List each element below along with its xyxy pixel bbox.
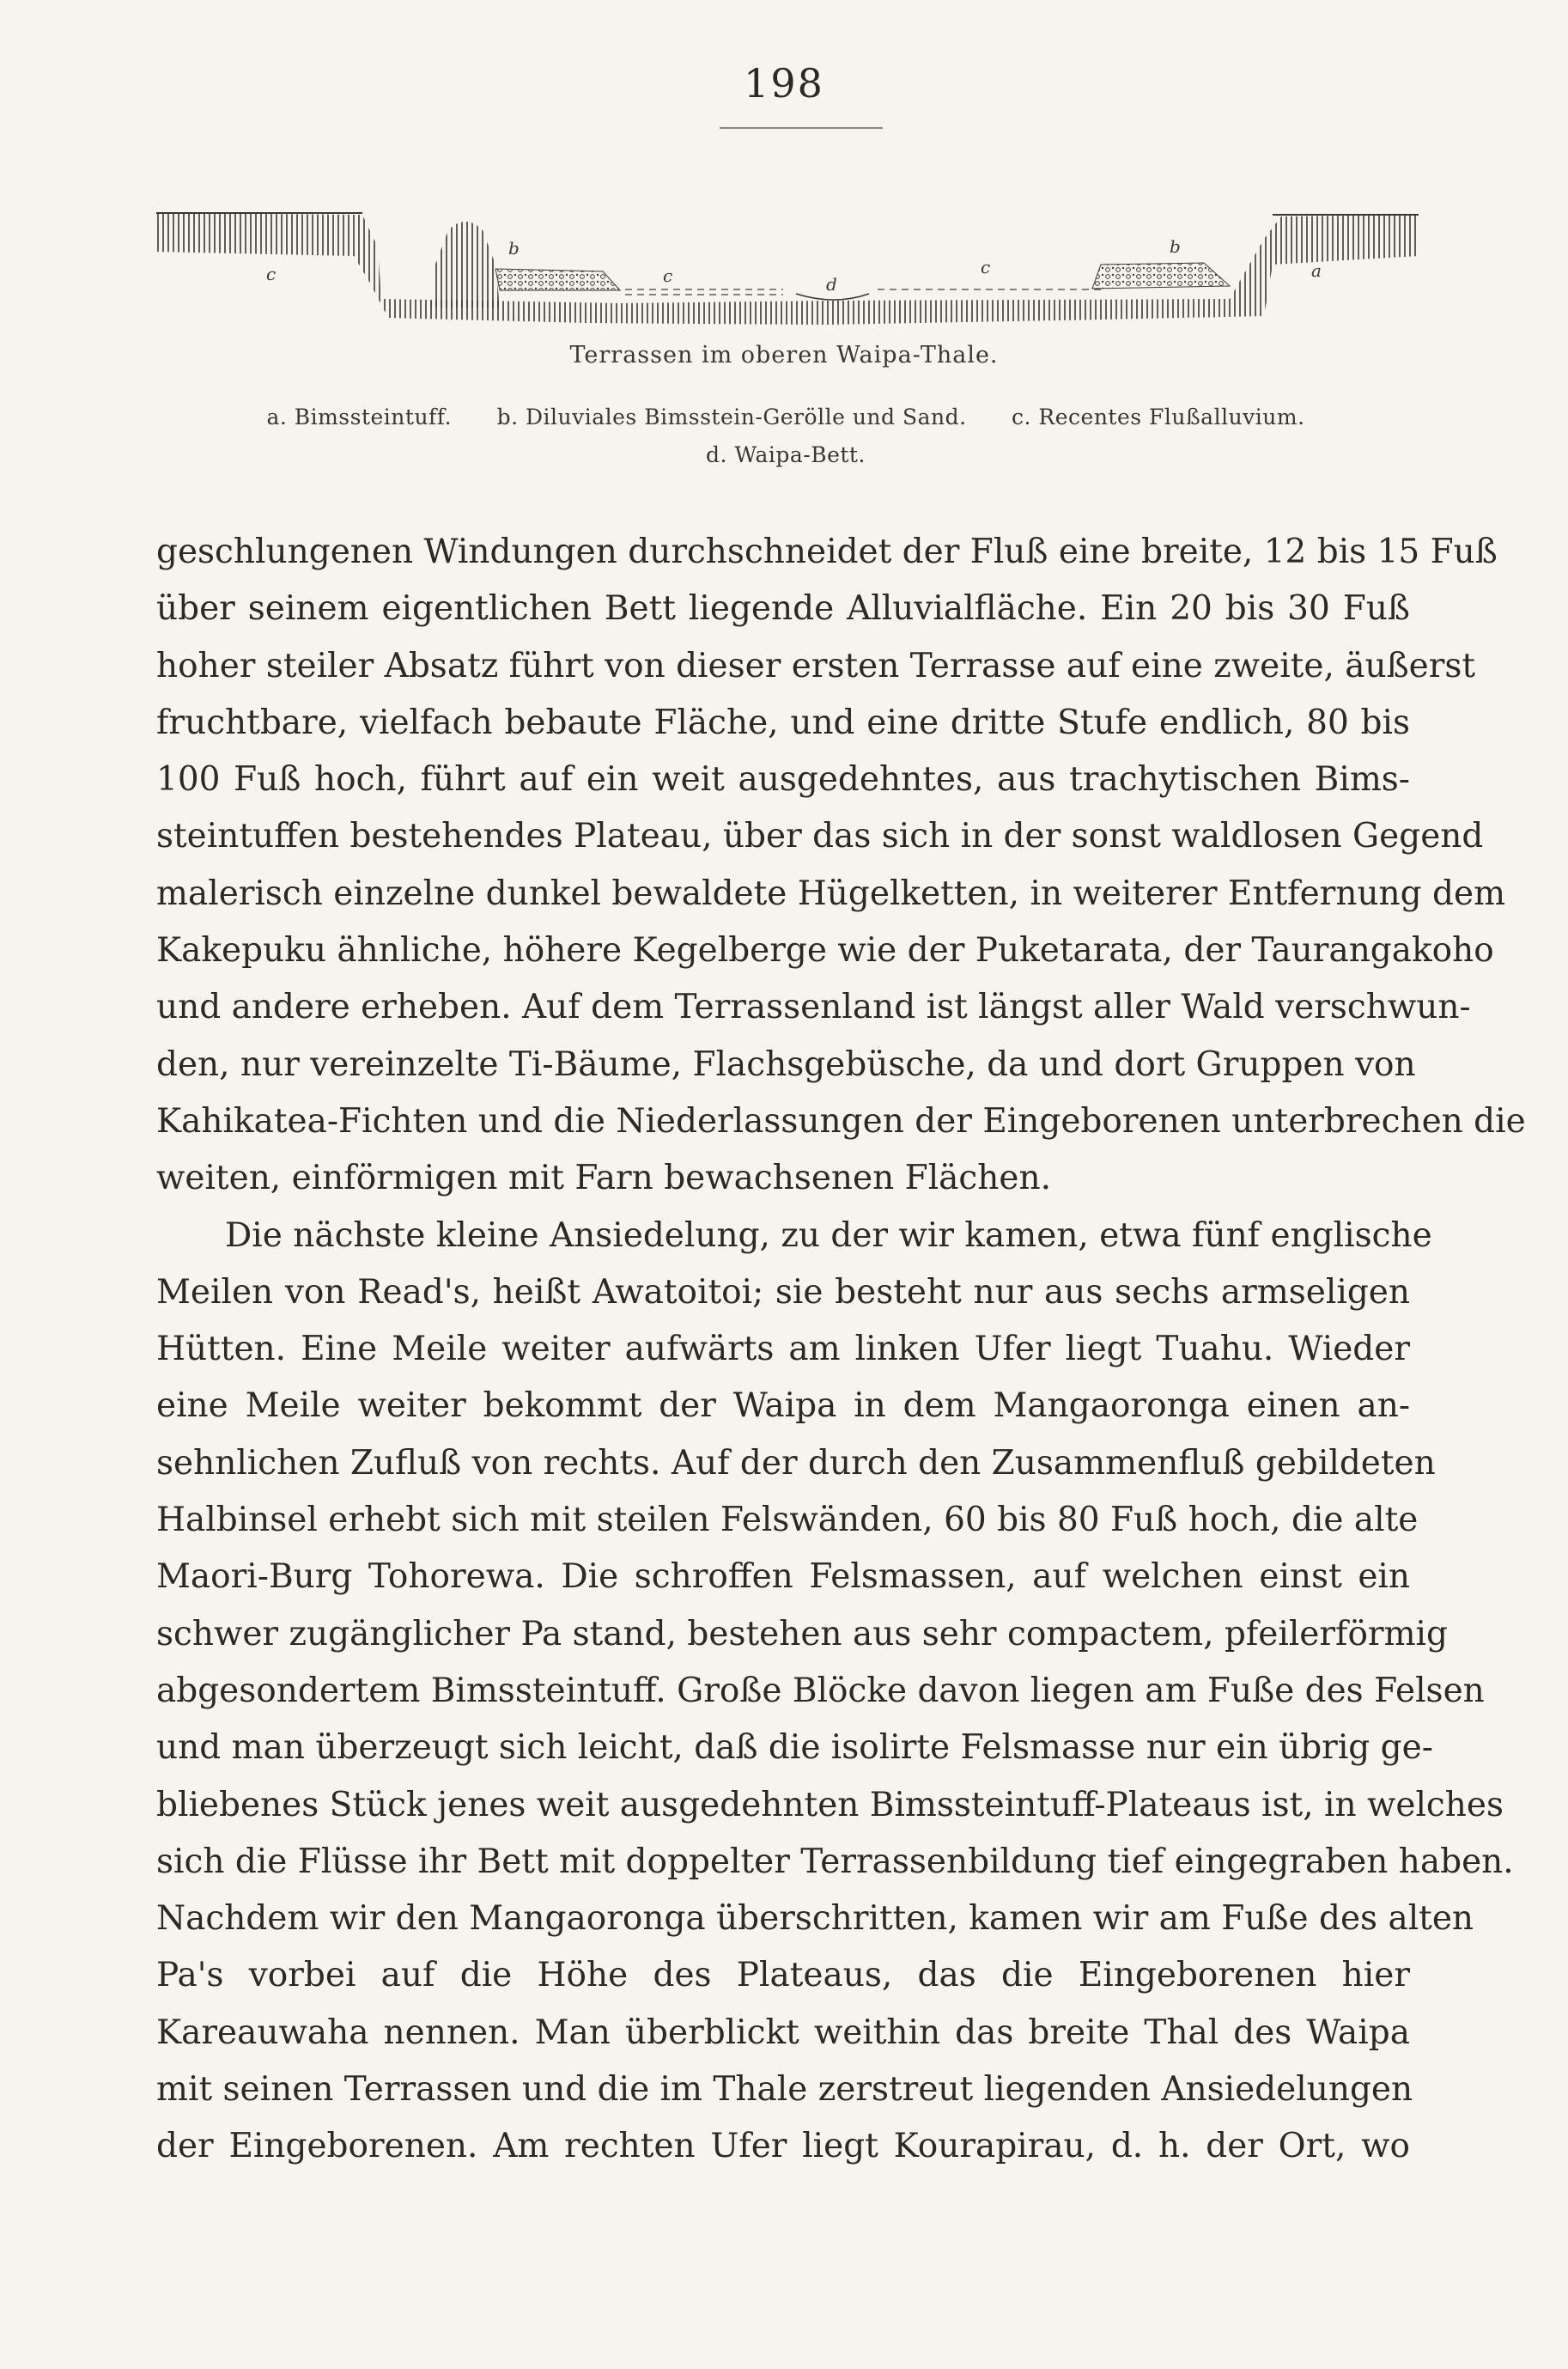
text-line: weiten, einförmigen mit Farn bewachsenen Flächen. [156, 1159, 1051, 1198]
text-line: Kahikatea-Fichten und die Niederlassungen der Eingeborenen unterbrechen die [156, 1101, 1526, 1141]
header-rule [720, 127, 883, 129]
figure-label-c-left: c [266, 264, 277, 284]
text-line: bliebenes Stück jenes weit ausgedehnten Bimssteintuff-Plateaus ist, in welches [156, 1785, 1504, 1824]
text-line: malerisch einzelne dunkel bewaldete Hügelketten, in weiterer Entfernung dem [156, 874, 1506, 913]
text-line: Meilen von Read's, heißt Awatoitoi; sie besteht nur aus sechs armseligen [156, 1272, 1410, 1312]
text-line: mit seinen Terrassen und die im Thale zerstreut liegenden Ansiedelungen [156, 2070, 1413, 2110]
legend-item-a: a. Bimssteintuff. [266, 405, 453, 429]
text-line: über seinem eigentlichen Bett liegende Alluvialfläche. Ein 20 bis 30 Fuß [156, 589, 1410, 629]
figure-legend [137, 399, 1434, 474]
riverbed-d [796, 294, 869, 300]
text-line: eine Meile weiter bekommt der Waipa in dem Mangaoronga einen an- [156, 1386, 1410, 1426]
figure-label-a: a [1311, 260, 1322, 281]
body-text [156, 524, 1526, 2176]
legend-item-b: b. Diluviales Bimsstein-Gerölle und Sand. [496, 405, 967, 429]
text-line: und man überzeugt sich leicht, daß die isolirte Felsmasse nur ein übrig ge- [156, 1728, 1433, 1768]
page-number: 198 [744, 60, 824, 107]
tuff-layer-a [156, 213, 1419, 325]
text-line: schwer zugänglicher Pa stand, bestehen aus sehr compactem, pfeilerförmig [156, 1614, 1448, 1653]
figure-label-b-right: b [1170, 236, 1181, 257]
figure-label-d: d [826, 274, 837, 295]
figure-label-c-mid: c [663, 265, 673, 286]
gravel-layer-b [495, 263, 1230, 290]
text-line: Pa's vorbei auf die Höhe des Plateaus, das die Eingeborenen hier [156, 1956, 1410, 1995]
text-line: der Eingeborenen. Am rechten Ufer liegt Kourapirau, d. h. der Ort, wo [156, 2127, 1410, 2166]
text-line: geschlungenen Windungen durchschneidet der Fluß eine breite, 12 bis 15 Fuß [156, 533, 1498, 571]
text-line: fruchtbare, vielfach bebaute Fläche, und eine dritte Stufe endlich, 80 bis [156, 703, 1410, 742]
terrace-profile-figure [156, 204, 1419, 333]
text-line: und andere erheben. Auf dem Terrassenland ist längst aller Wald verschwun- [156, 988, 1471, 1027]
text-line: sich die Flüsse ihr Bett mit doppelter Terrassenbildung tief eingegraben haben. [156, 1842, 1514, 1881]
text-line: Die nächste kleine Ansiedelung, zu der wir kamen, etwa fünf englische [225, 1215, 1432, 1255]
text-line: Halbinsel erhebt sich mit steilen Felswänden, 60 bis 80 Fuß hoch, die alte [156, 1501, 1419, 1540]
text-line: Kareauwaha nennen. Man überblickt weithin das breite Thal des Waipa [156, 2013, 1410, 2052]
text-line: Nachdem wir den Mangaoronga überschritten, kamen wir am Fuße des alten [156, 1899, 1474, 1939]
text-line: steintuffen bestehendes Plateau, über das sich in der sonst waldlosen Gegend [156, 817, 1484, 856]
text-line: abgesondertem Bimssteintuff. Große Blöcke davon liegen am Fuße des Felsen [156, 1671, 1485, 1710]
text-line: 100 Fuß hoch, führt auf ein weit ausgedehntes, aus trachytischen Bims- [156, 760, 1410, 800]
legend-item-d: d. Waipa-Bett. [706, 442, 866, 467]
text-line: Maori-Burg Tohorewa. Die schroffen Felsmassen, auf welchen einst ein [156, 1557, 1410, 1597]
text-line: den, nur vereinzelte Ti-Bäume, Flachsgebüsche, da und dort Gruppen von [156, 1044, 1416, 1084]
figure-label-c-right: c [981, 257, 991, 277]
text-line: sehnlichen Zufluß von rechts. Auf der durch den Zusammenfluß gebildeten [156, 1443, 1436, 1483]
text-line: hoher steiler Absatz führt von dieser ersten Terrasse auf eine zweite, äußerst [156, 646, 1476, 685]
legend-item-c: c. Recentes Flußalluvium. [1012, 405, 1305, 429]
figure-caption: Terrassen im oberen Waipa-Thale. [569, 342, 999, 368]
text-line: Kakepuku ähnliche, höhere Kegelberge wie der Puketarata, der Taurangakoho [156, 931, 1494, 971]
text-line: Hütten. Eine Meile weiter aufwärts am linken Ufer liegt Tuahu. Wieder [156, 1330, 1410, 1369]
figure-label-b-left: b [508, 238, 520, 259]
alluvium-layer-c [620, 285, 1101, 295]
